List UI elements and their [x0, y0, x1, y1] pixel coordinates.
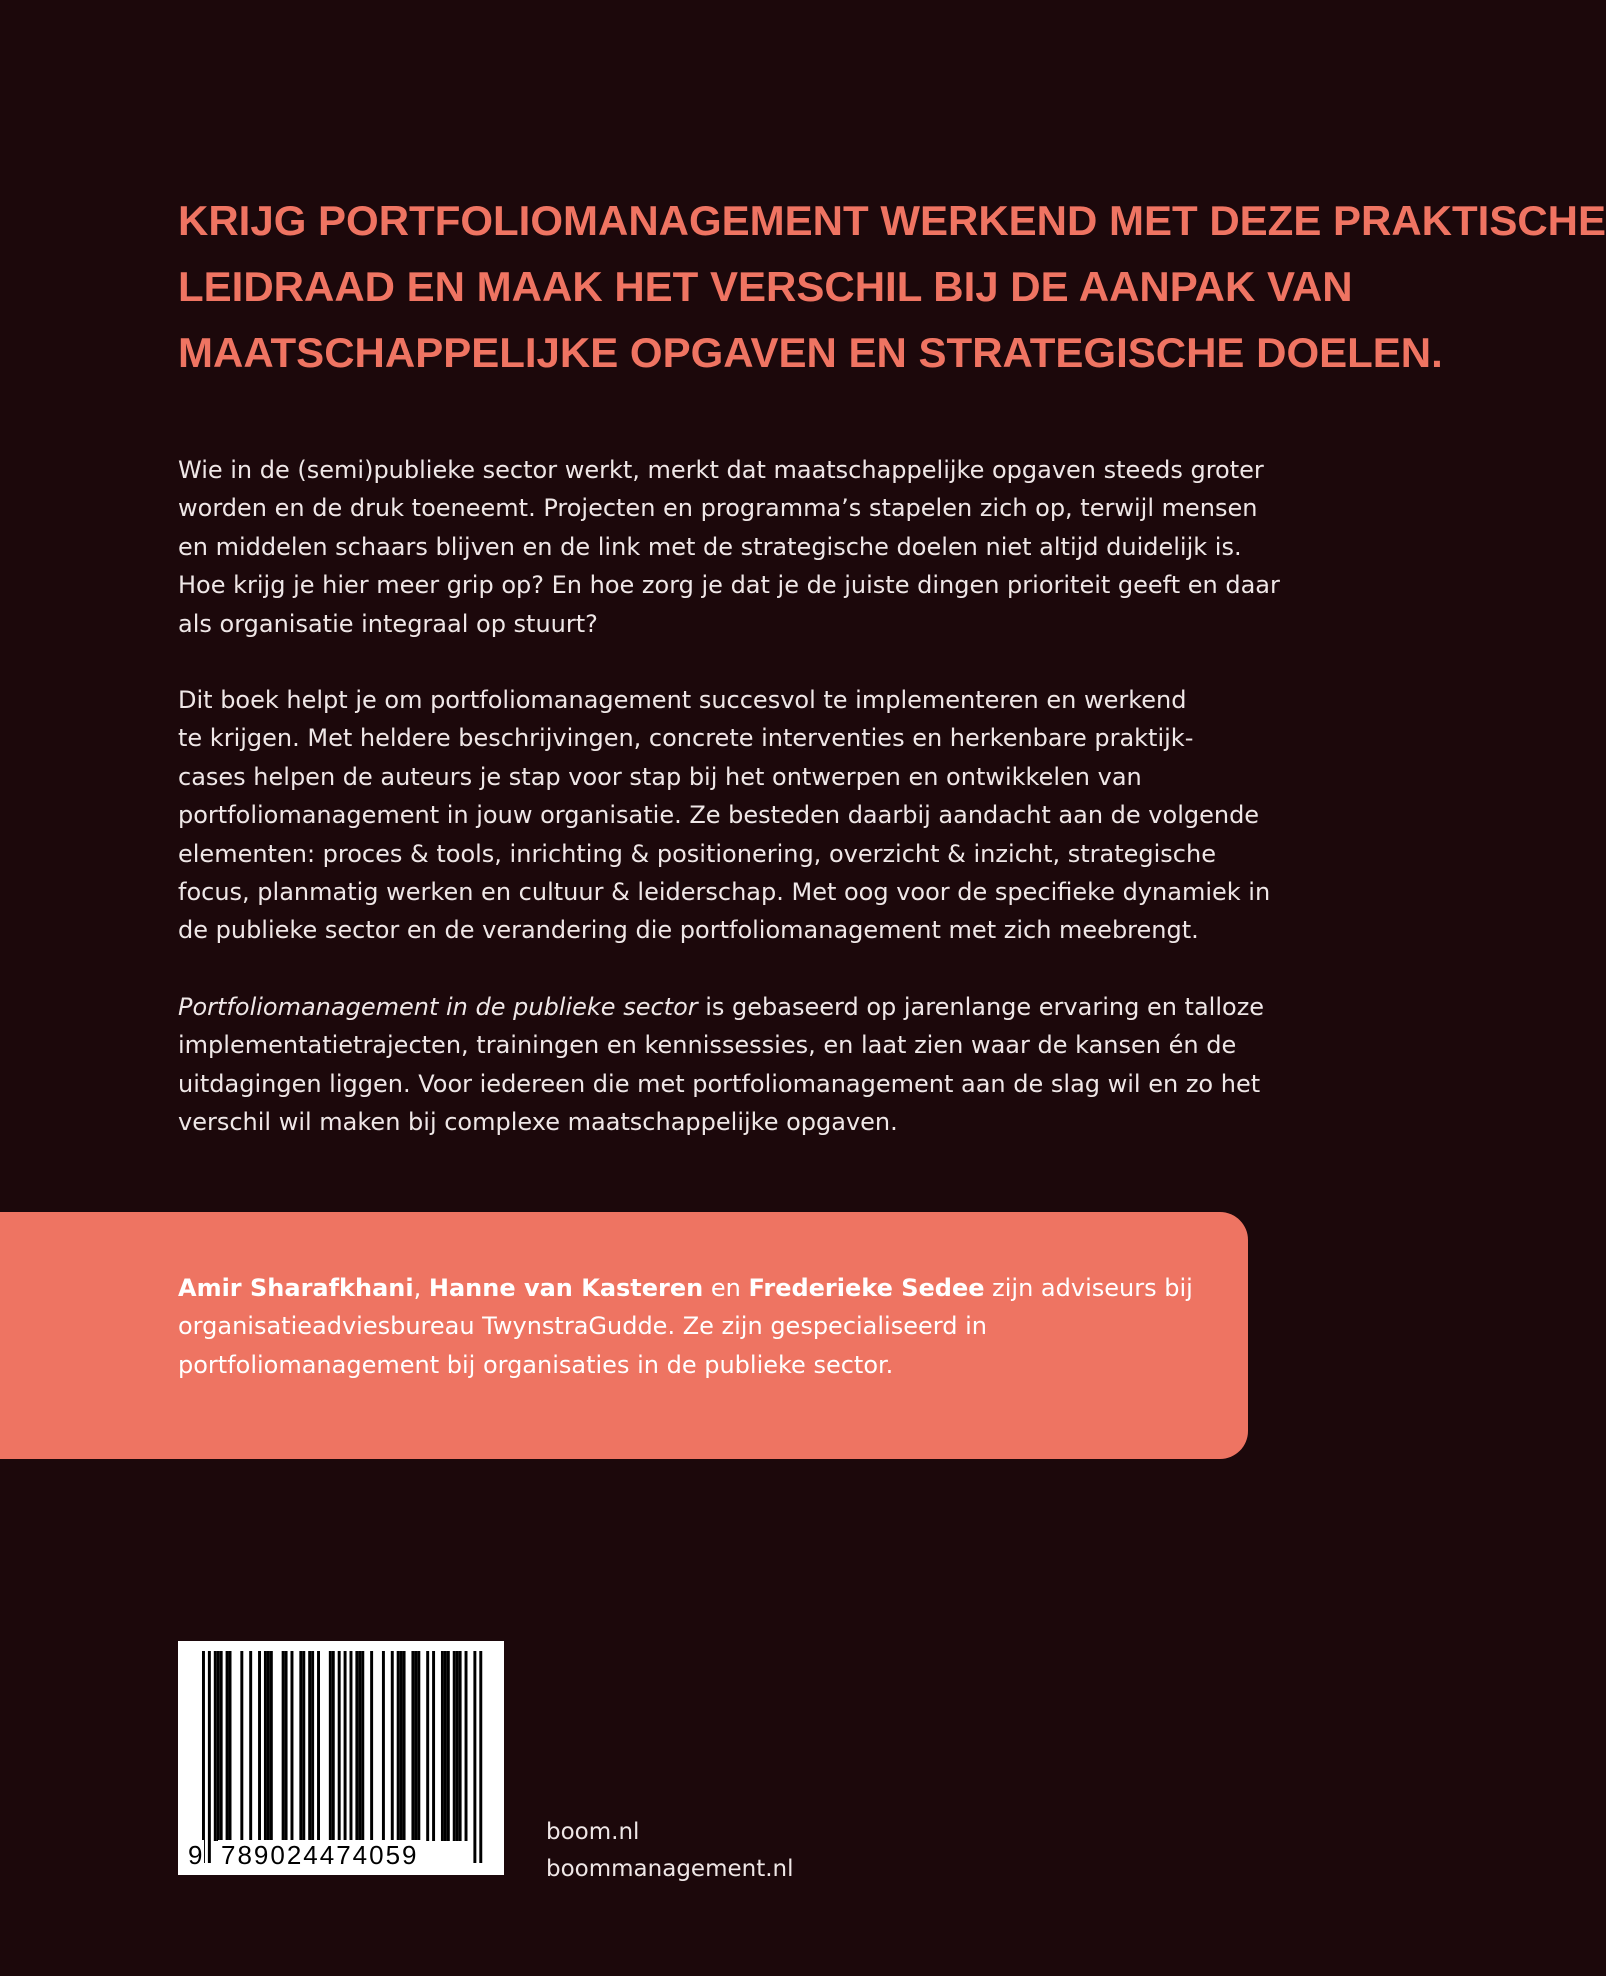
text-fragment: is gebaseerd op jarenlange ervaring en talloze — [697, 992, 1265, 1021]
barcode-bar — [473, 1651, 476, 1863]
publisher-websites — [546, 1814, 794, 1888]
barcode-bar — [285, 1651, 288, 1841]
barcode-bar — [329, 1651, 332, 1841]
barcode-bars — [178, 1641, 504, 1865]
text-line: cases helpen de auteurs je stap voor stap bij het ontwerpen en ontwikkelen van — [178, 762, 1142, 791]
text-line: Dit boek helpt je om portfoliomanagement succesvol te implementeren en werkend — [178, 686, 1187, 715]
text-line: portfoliomanagement in jouw organisatie. Ze besteden daarbij aandacht aan de volgende — [178, 801, 1260, 830]
barcode-bar — [226, 1651, 229, 1841]
text-line: Hoe krijg je hier meer grip op? En hoe zorg je dat je de juiste dingen prioriteit geeft en daar — [178, 571, 1280, 600]
barcode-bar — [258, 1651, 261, 1841]
blurb-paragraph-2 — [178, 681, 1271, 950]
barcode-bar — [456, 1651, 459, 1841]
barcode-bar — [400, 1651, 403, 1841]
barcode-bar — [358, 1651, 361, 1841]
website-link[interactable]: boom.nl — [546, 1819, 640, 1845]
barcode-bar — [350, 1651, 353, 1841]
text-line: implementatietrajecten, trainingen en kennissessies, en laat zien waar de kansen én de — [178, 1031, 1237, 1060]
barcode-bar — [344, 1651, 347, 1863]
headline-line: LEIDRAAD EN MAAK HET VERSCHIL BIJ DE AANPAK VAN — [178, 263, 1353, 310]
headline — [178, 188, 1606, 386]
barcode-bar — [217, 1651, 220, 1841]
barcode-bar — [317, 1651, 320, 1841]
barcode-bar — [202, 1651, 205, 1863]
text-line: organisatieadviesbureau TwynstraGudde. Ze zijn gespecialiseerd in — [178, 1312, 987, 1341]
barcode-bar — [308, 1651, 311, 1841]
text-line: worden en de druk toeneemt. Projecten en programma’s stapelen zich op, terwijl mensen — [178, 494, 1258, 523]
text-line — [178, 1269, 1238, 1307]
text-line — [178, 988, 1265, 1026]
barcode-bar — [370, 1651, 373, 1841]
author-name: Frederieke Sedee — [748, 1274, 985, 1302]
barcode-bar — [391, 1651, 394, 1841]
text-fragment: , — [413, 1274, 429, 1302]
barcode-bar — [444, 1651, 447, 1841]
barcode-bar — [338, 1651, 341, 1863]
barcode-bar — [397, 1651, 400, 1841]
blurb-paragraph-3 — [178, 988, 1265, 1142]
barcode-bar — [382, 1651, 385, 1841]
barcode-bar — [332, 1651, 335, 1841]
author-name: Amir Sharafkhani — [178, 1274, 414, 1302]
barcode-bar — [299, 1651, 302, 1841]
barcode-bar — [291, 1651, 294, 1841]
barcode-bar — [240, 1651, 243, 1841]
text-line: uitdagingen liggen. Voor iedereen die met portfoliomanagement aan de slag wil en zo het — [178, 1069, 1261, 1098]
barcode-bar — [459, 1651, 462, 1841]
authors-bio — [178, 1269, 1238, 1384]
barcode-bar — [302, 1651, 305, 1841]
barcode-bar — [479, 1651, 482, 1863]
text-line: portfoliomanagement bij organisaties in de publieke sector. — [178, 1350, 894, 1379]
barcode-bar — [355, 1651, 358, 1841]
text-line: Wie in de (semi)publieke sector werkt, merkt dat maatschappelijke opgaven steeds groter — [178, 456, 1264, 484]
barcode-bar — [465, 1651, 468, 1841]
blurb-paragraph-1 — [178, 451, 1280, 643]
text-fragment: en — [703, 1274, 749, 1302]
text-fragment: zijn adviseurs bij — [984, 1274, 1193, 1302]
barcode-bar — [447, 1651, 450, 1841]
barcode-bar — [311, 1651, 314, 1841]
barcode-bar — [403, 1651, 406, 1841]
barcode-lead-digit: 9 — [188, 1840, 203, 1870]
barcode-bar — [441, 1651, 444, 1841]
website-link[interactable]: boommanagement.nl — [546, 1856, 794, 1882]
text-line: als organisatie integraal op stuurt? — [178, 609, 598, 638]
barcode-number: 789024474059 — [218, 1840, 422, 1871]
barcode-bar — [417, 1651, 420, 1841]
barcode-bar — [229, 1651, 232, 1841]
text-line: en middelen schaars blijven en de link met de strategische doelen niet altijd duidelijk is. — [178, 532, 1242, 561]
barcode-bar — [220, 1651, 223, 1841]
barcode-bar — [208, 1651, 211, 1863]
text-line: focus, planmatig werken en cultuur & leiderschap. Met oog voor de specifieke dynamiek in — [178, 878, 1271, 907]
isbn-barcode — [178, 1641, 504, 1875]
barcode-bar — [453, 1651, 456, 1841]
barcode-bar — [214, 1651, 217, 1841]
text-line: elementen: proces & tools, inrichting & positionering, overzicht & inzicht, strategische — [178, 839, 1216, 868]
headline-line: KRIJG PORTFOLIOMANAGEMENT WERKEND MET DEZE PRAKTISCHE — [178, 197, 1606, 244]
barcode-bar — [411, 1651, 414, 1841]
text-line: verschil wil maken bij complexe maatschappelijke opgaven. — [178, 1108, 898, 1137]
headline-line: MAATSCHAPPELIJKE OPGAVEN EN STRATEGISCHE DOELEN. — [178, 329, 1443, 376]
barcode-bar — [270, 1651, 273, 1841]
barcode-bar — [426, 1651, 429, 1841]
barcode-bar — [267, 1651, 270, 1841]
text-line: de publieke sector en de verandering die portfoliomanagement met zich meebrengt. — [178, 916, 1199, 945]
author-name: Hanne van Kasteren — [428, 1274, 704, 1302]
barcode-bar — [249, 1651, 252, 1841]
barcode-bar — [414, 1651, 417, 1841]
blurb — [178, 451, 1280, 1180]
barcode-bar — [264, 1651, 267, 1841]
barcode-bar — [432, 1651, 435, 1841]
book-title: Portfoliomanagement in de publieke sector — [178, 992, 698, 1021]
text-line: te krijgen. Met heldere beschrijvingen, concrete interventies en herkenbare praktijk- — [178, 724, 1194, 753]
barcode-bar — [361, 1651, 364, 1841]
barcode-bar — [282, 1651, 285, 1841]
